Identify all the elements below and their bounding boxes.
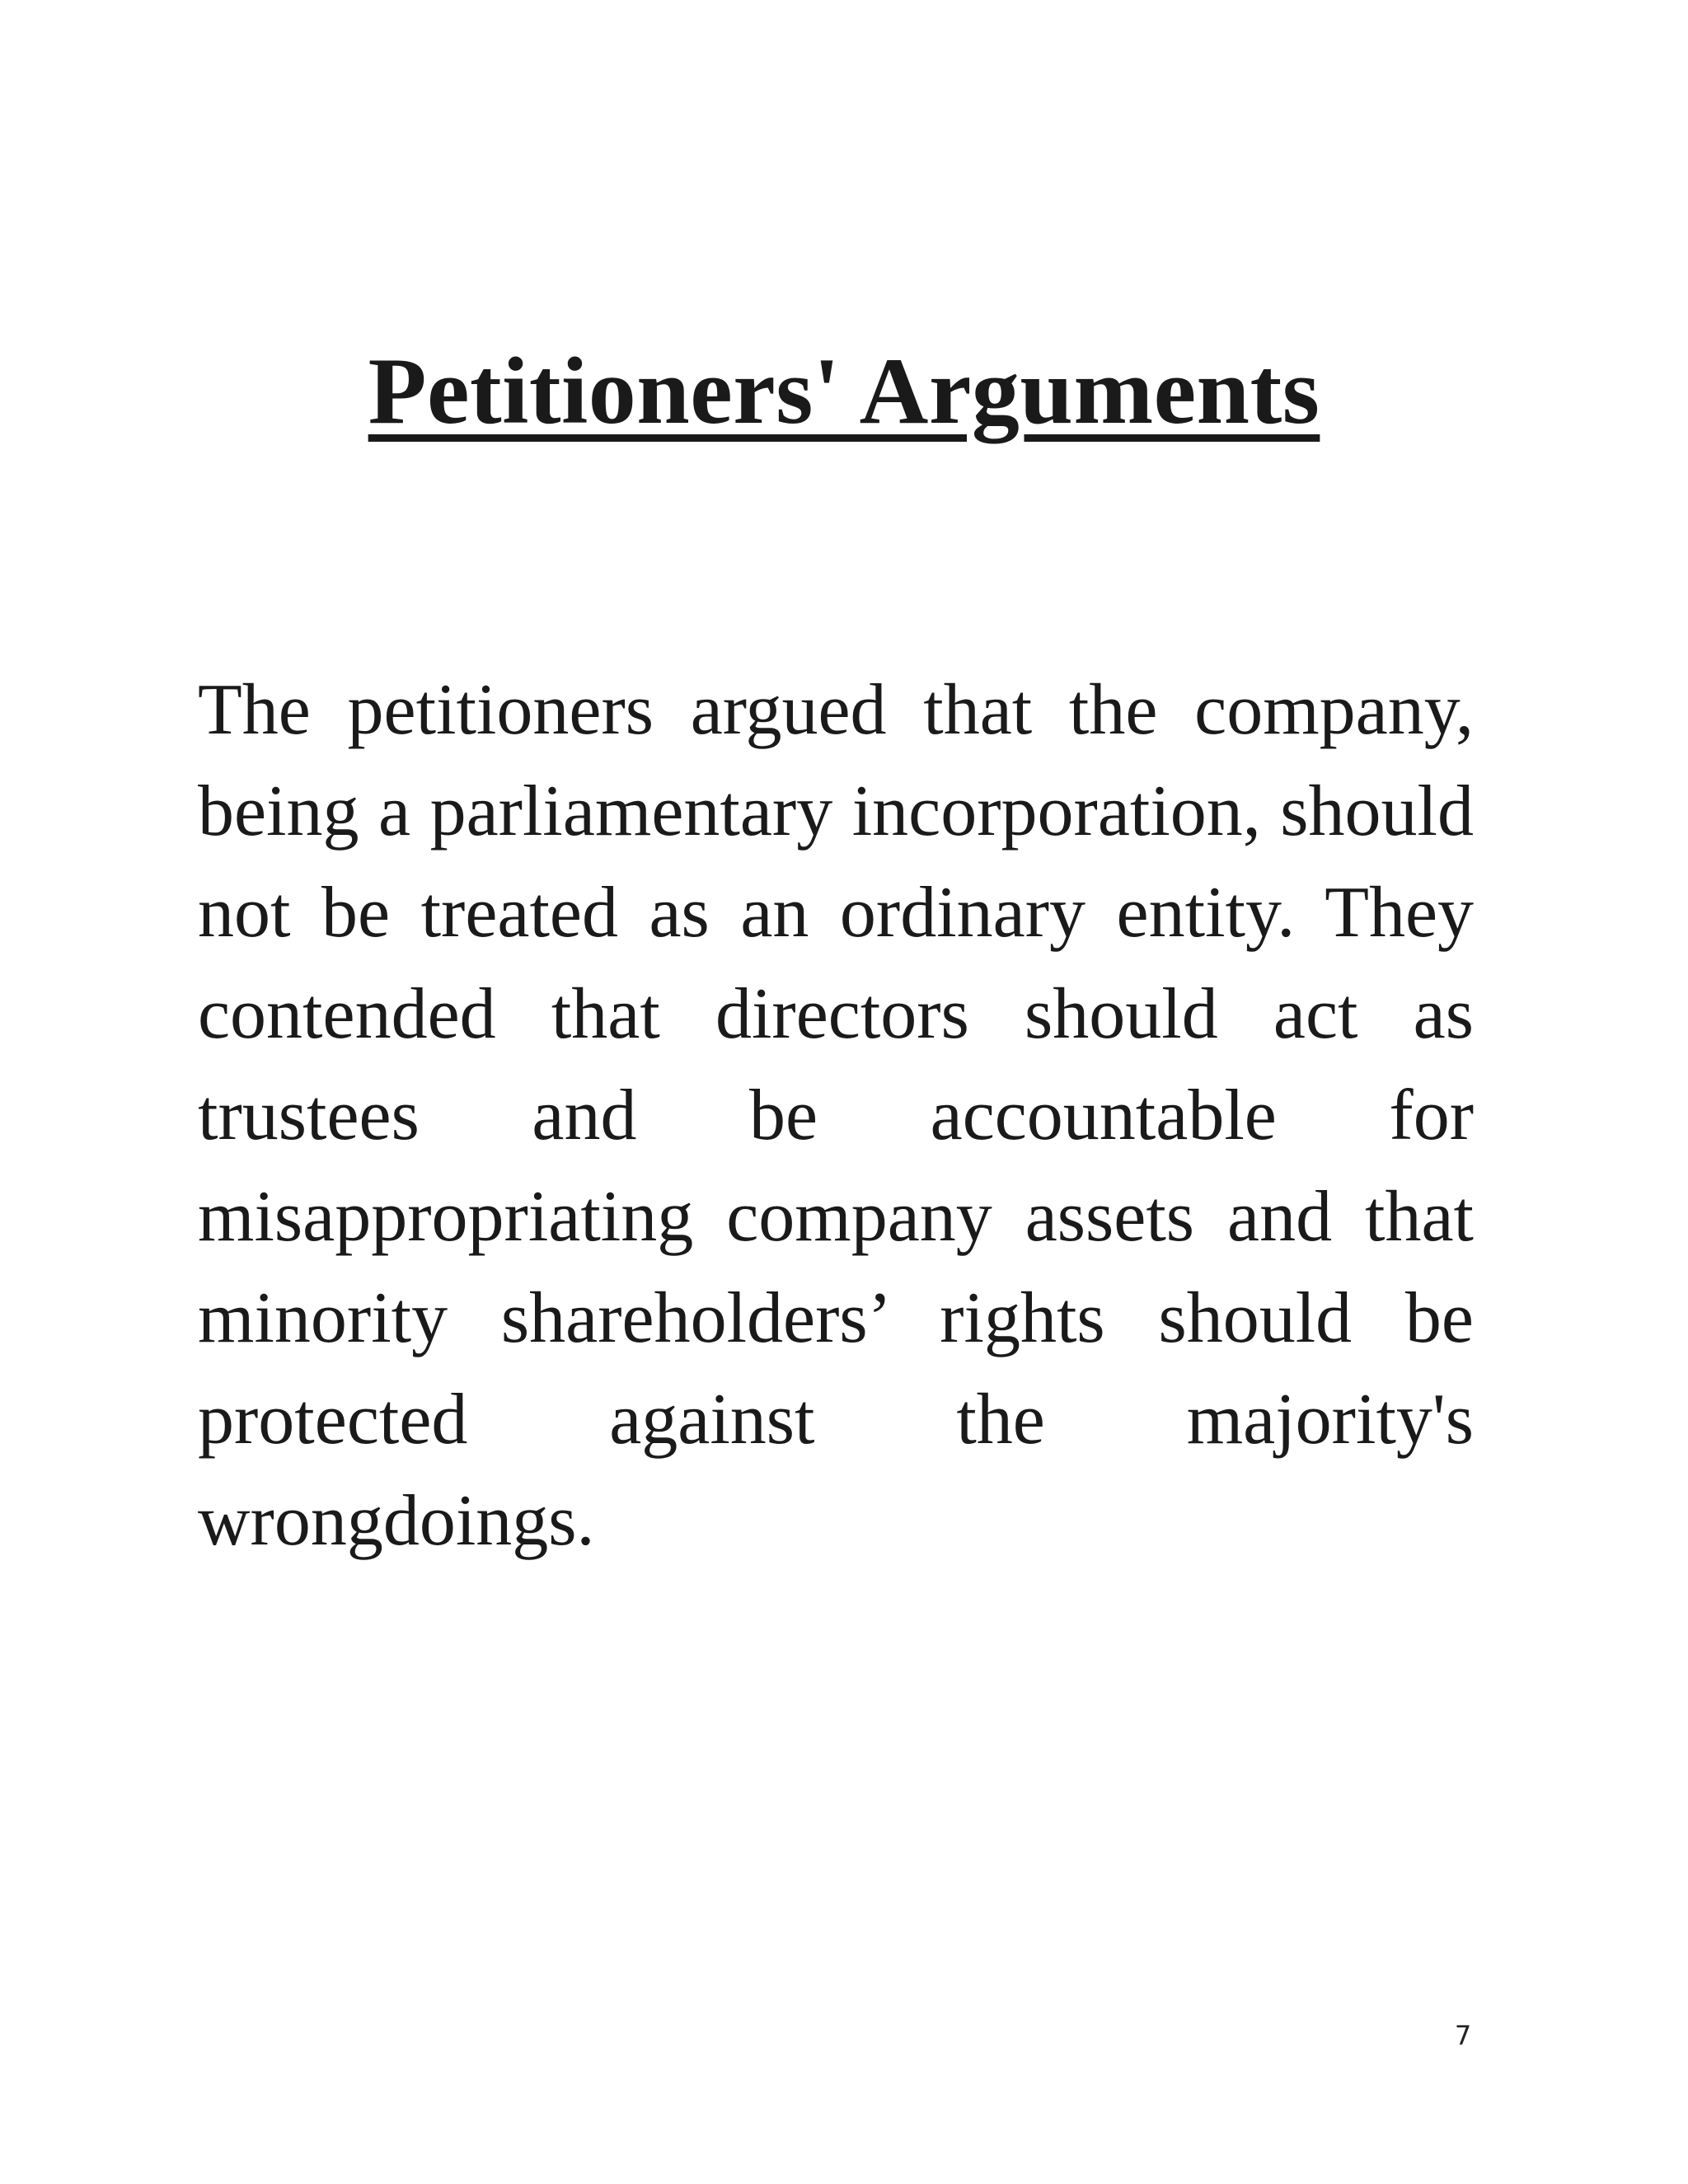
page-title-text: Petitioners' Arguments [368,339,1320,444]
page-title [0,334,1688,449]
body-paragraph: The petitioners argued that the company, being a parliamentary incorporation, should not be treated as an ordinary entity. They contended that directors should act as trustees and be accountable for misappropriating company assets and that minority shareholders’ rights should be protected against the majority's wrongdoings. [198,670,1474,1561]
page-number: 7 [1454,2020,1472,2051]
